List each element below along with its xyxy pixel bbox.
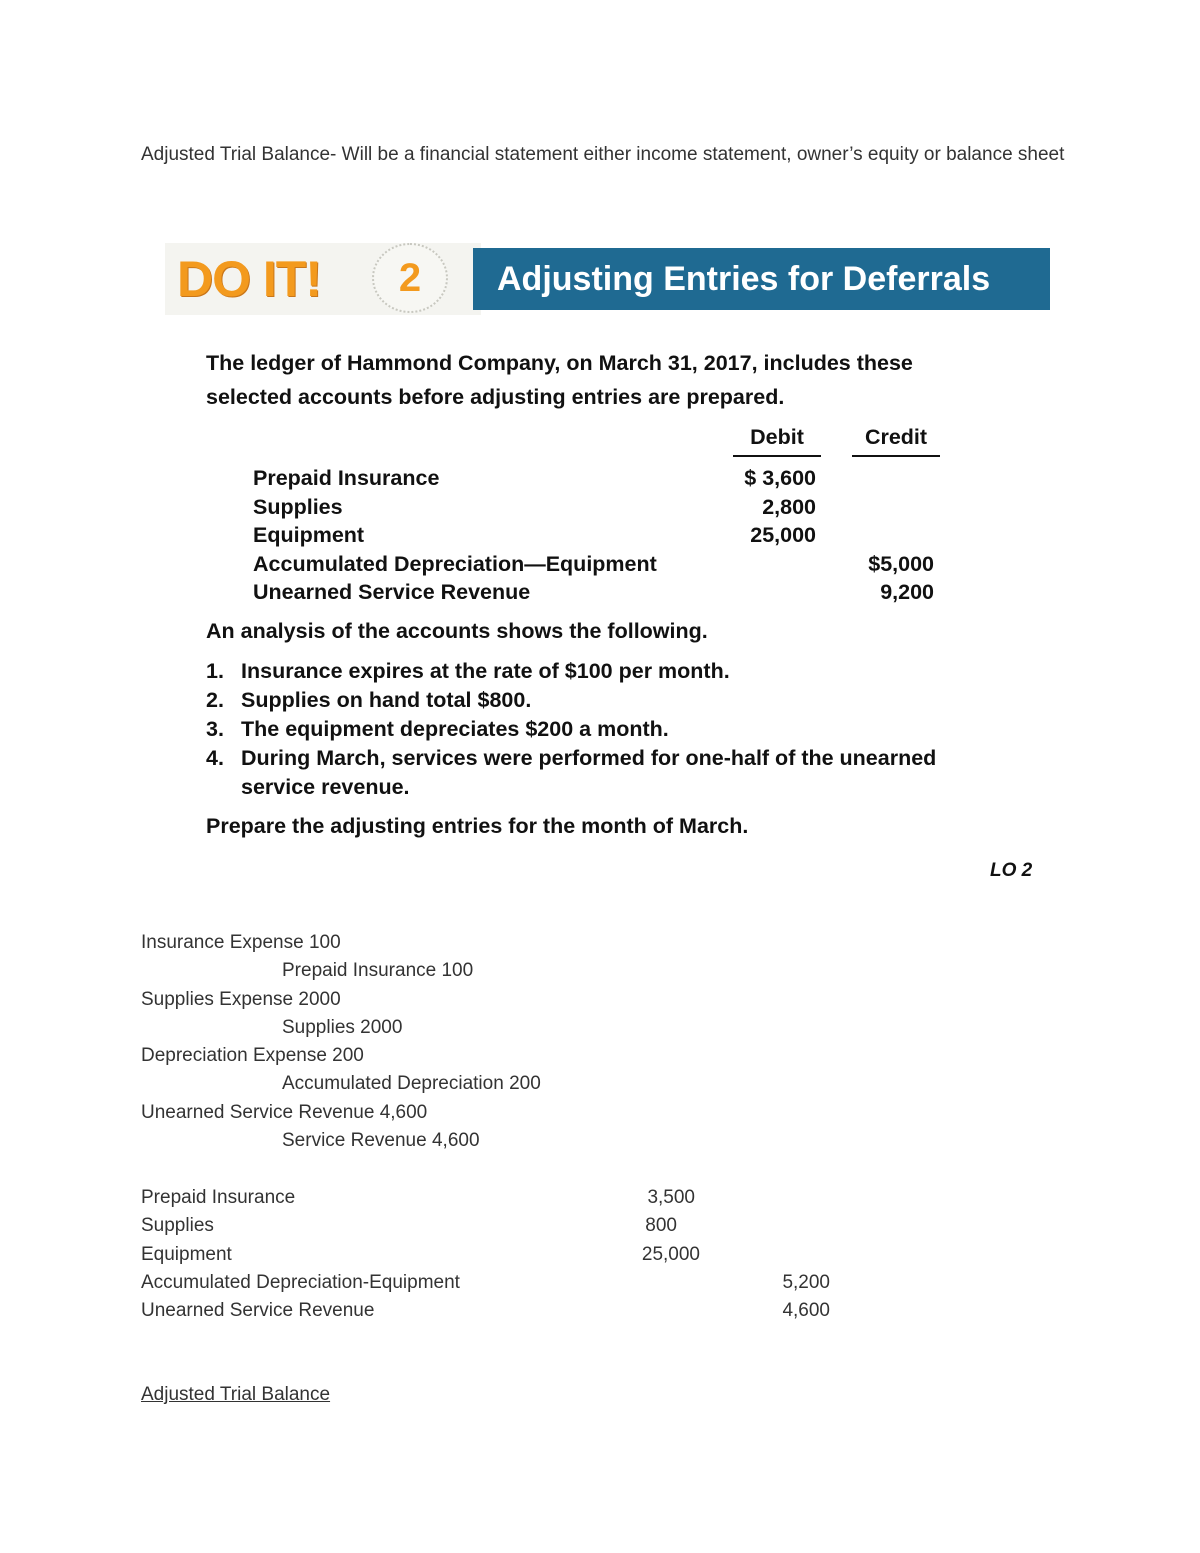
list-item [206, 686, 1036, 715]
account-name: Unearned Service Revenue [253, 580, 531, 604]
list-item [206, 744, 1036, 802]
balance-credit: 4,600 [782, 1300, 830, 1321]
banner-title-panel [473, 248, 1050, 310]
account-name: Supplies [253, 494, 343, 519]
account-name: Equipment [253, 523, 365, 547]
account-debit: 25,000 [750, 523, 816, 547]
balance-debit: 3,500 [647, 1187, 695, 1208]
problem-intro-line-1: The ledger of Hammond Company, on March 31, 2017, includes these [206, 351, 913, 375]
banner-left-panel [165, 243, 481, 315]
entry-debit: Depreciation Expense 200 [141, 1045, 364, 1066]
list-item [206, 657, 1036, 686]
list-item-number: 4. [206, 746, 224, 770]
do-it-label: DO IT! [177, 251, 321, 307]
account-name: Accumulated Depreciation—Equipment [253, 551, 657, 576]
account-name: Prepaid Insurance [253, 466, 440, 490]
instruction: Prepare the adjusting entries for the month of March. [206, 814, 749, 838]
balance-name: Equipment [141, 1244, 232, 1265]
list-item-text: Insurance expires at the rate of $100 per month. [241, 659, 730, 683]
account-debit: 2,800 [762, 494, 816, 519]
debit-header: Debit [750, 425, 804, 449]
adjusted-trial-balance-heading: Adjusted Trial Balance [141, 1384, 331, 1405]
account-credit: $5,000 [868, 551, 934, 576]
balance-name: Accumulated Depreciation-Equipment [141, 1272, 460, 1293]
balance-credit: 5,200 [782, 1272, 830, 1293]
entry-credit: Accumulated Depreciation 200 [282, 1073, 541, 1094]
problem-intro-line-2: selected accounts before adjusting entries are prepared. [206, 385, 785, 409]
list-item [206, 715, 1036, 744]
learning-objective: LO 2 [990, 860, 1033, 881]
credit-header-rule [852, 455, 940, 457]
account-credit: 9,200 [880, 580, 934, 604]
balance-name: Prepaid Insurance [141, 1187, 296, 1208]
balance-debit: 800 [645, 1215, 677, 1236]
credit-header: Credit [864, 425, 928, 449]
number-badge-text: 2 [398, 255, 422, 300]
list-item-text: Supplies on hand total $800. [241, 688, 532, 712]
entry-debit: Supplies Expense 2000 [141, 989, 341, 1010]
entry-credit: Prepaid Insurance 100 [282, 960, 474, 981]
do-it-banner [165, 243, 1050, 315]
entry-credit: Supplies 2000 [282, 1017, 403, 1038]
entry-debit: Unearned Service Revenue 4,600 [141, 1102, 428, 1123]
list-item-text: During March, services were performed for one-half of the unearned service revenue. [241, 746, 937, 799]
analysis-list [206, 657, 1036, 802]
account-debit: $ 3,600 [744, 466, 816, 490]
balance-name: Supplies [141, 1215, 214, 1236]
number-badge [372, 243, 448, 313]
debit-header-rule [733, 455, 821, 457]
list-item-number: 2. [206, 688, 224, 712]
balance-name: Unearned Service Revenue [141, 1300, 375, 1321]
list-item-number: 1. [206, 659, 224, 683]
intro-text: Adjusted Trial Balance- Will be a financial statement either income statement, owner’s equity or balance sheet [141, 144, 1065, 165]
entry-credit: Service Revenue 4,600 [282, 1130, 480, 1151]
balance-debit: 25,000 [641, 1244, 700, 1265]
analysis-heading: An analysis of the accounts shows the following. [206, 619, 708, 643]
list-item-text: The equipment depreciates $200 a month. [241, 717, 669, 741]
entry-debit: Insurance Expense 100 [141, 932, 341, 953]
list-item-number: 3. [206, 717, 224, 741]
banner-title: Adjusting Entries for Deferrals [497, 259, 991, 298]
